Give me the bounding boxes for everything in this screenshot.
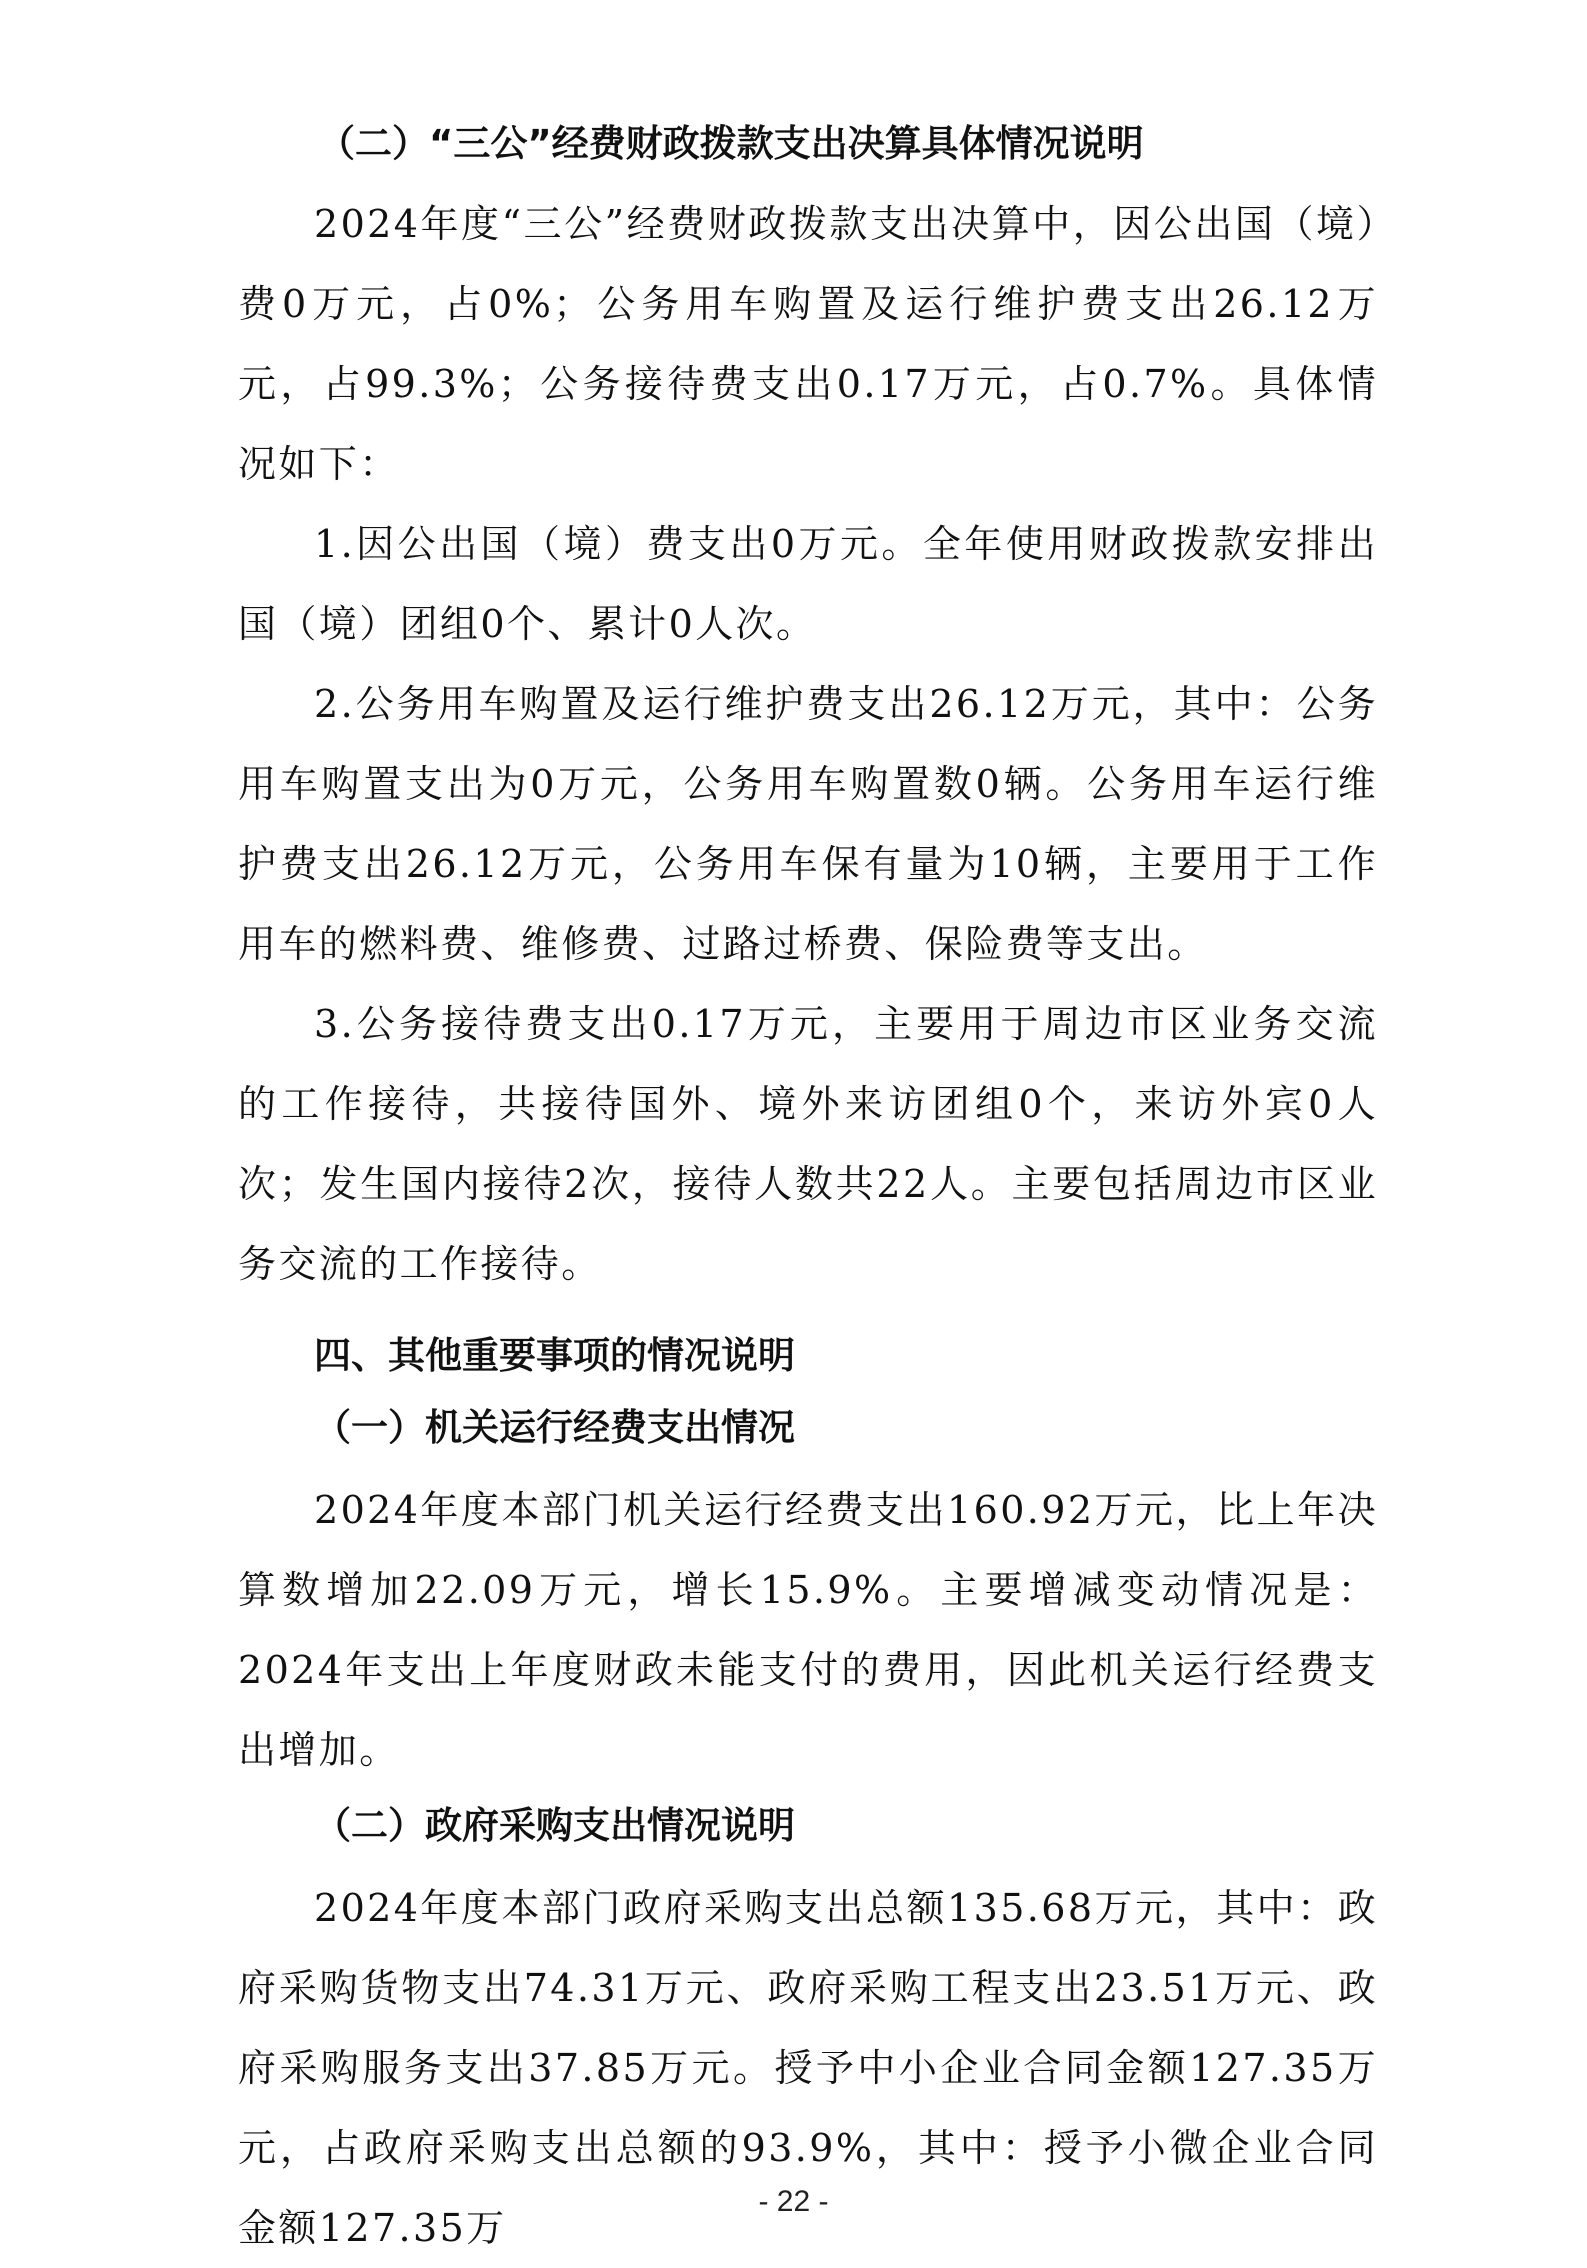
heading-other-matters: 四、其他重要事项的情况说明: [314, 1334, 795, 1377]
paragraph-sangong-summary: 2024年度“三公”经费财政拨款支出决算中，因公出国（境）费0万元，占0%；公务用车购置及运行维护费支出26.12万元，占99.3%；公务接待费支出0.17万元，占0.7%。具体情况如下：: [238, 202, 1378, 486]
paragraph-procurement: 2024年度本部门政府采购支出总额135.68万元，其中：政府采购货物支出74.31万元、政府采购工程支出23.51万元、政府采购服务支出37.85万元。授予中小企业合同金额127.35万元，占政府采购支出总额的93.9%，其中：授予小微企业合同金额127.35万: [238, 1886, 1378, 2250]
document-body: [238, 100, 1378, 2268]
heading-procurement: （二）政府采购支出情况说明: [314, 1804, 795, 1847]
paragraph-overseas-expense: 1.因公出国（境）费支出0万元。全年使用财政拨款安排出国（境）团组0个、累计0人次。: [238, 522, 1378, 646]
heading-sangong-details: （二）“三公”经费财政拨款支出决算具体情况说明: [318, 122, 1144, 165]
paragraph-operating-expense: 2024年度本部门机关运行经费支出160.92万元，比上年决算数增加22.09万元，增长15.9%。主要增减变动情况是：2024年支出上年度财政未能支付的费用，因此机关运行经费支出增加。: [238, 1488, 1378, 1772]
heading-operating-expense: （一）机关运行经费支出情况: [314, 1406, 795, 1449]
paragraph-vehicle-expense: 2.公务用车购置及运行维护费支出26.12万元，其中：公务用车购置支出为0万元，公务用车购置数0辆。公务用车运行维护费支出26.12万元，公务用车保有量为10辆，主要用于工作用车的燃料费、维修费、过路过桥费、保险费等支出。: [238, 682, 1378, 966]
page-number: - 22 -: [758, 2185, 829, 2218]
paragraph-reception-expense: 3.公务接待费支出0.17万元，主要用于周边市区业务交流的工作接待，共接待国外、境外来访团组0个，来访外宾0人次；发生国内接待2次，接待人数共22人。主要包括周边市区业务交流的工作接待。: [238, 1002, 1378, 1286]
